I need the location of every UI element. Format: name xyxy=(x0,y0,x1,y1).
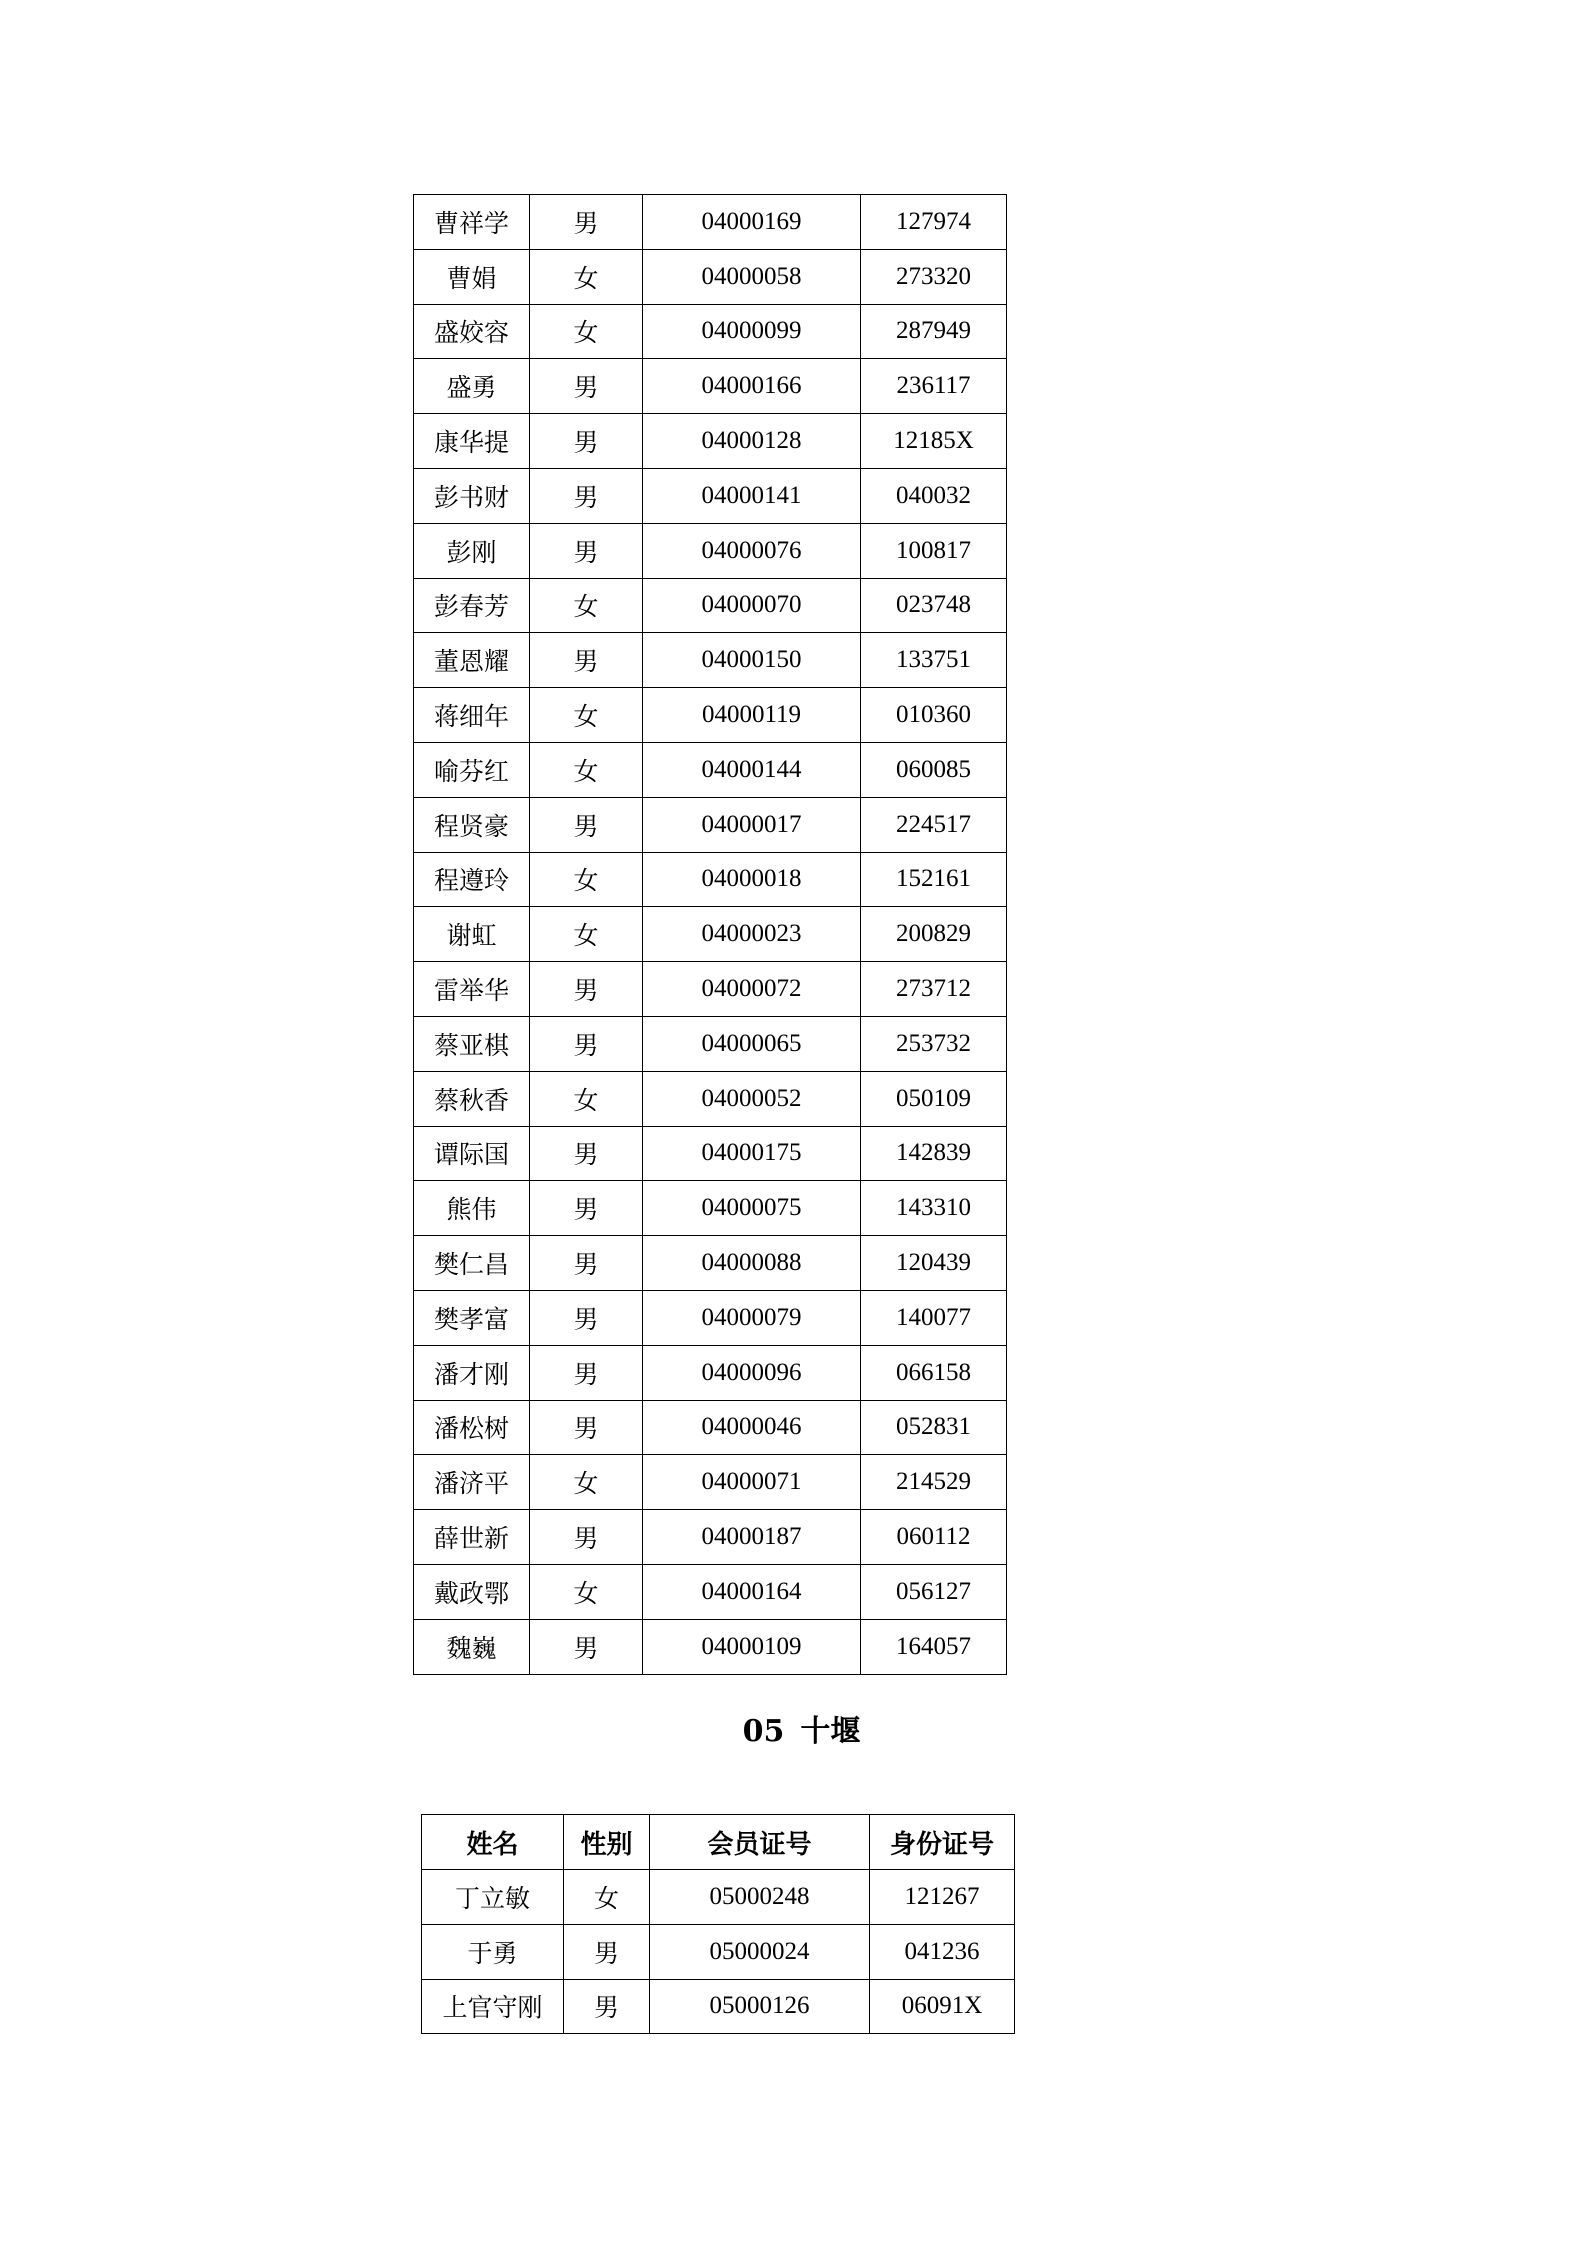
cell-gender: 男 xyxy=(530,962,643,1017)
cell-name: 于勇 xyxy=(422,1924,564,1979)
table-row xyxy=(414,1345,1007,1400)
table-row xyxy=(414,1126,1007,1181)
cell-member-id: 04000150 xyxy=(643,633,861,688)
table-row xyxy=(414,359,1007,414)
cell-gender: 男 xyxy=(530,414,643,469)
cell-gender: 男 xyxy=(530,523,643,578)
cell-member-id: 04000141 xyxy=(643,468,861,523)
table-row xyxy=(414,523,1007,578)
table-row xyxy=(414,414,1007,469)
table-row xyxy=(414,1071,1007,1126)
cell-name: 雷举华 xyxy=(414,962,530,1017)
cell-id-number: 120439 xyxy=(861,1236,1007,1291)
table-row xyxy=(414,1236,1007,1291)
table-row xyxy=(414,1510,1007,1565)
cell-gender: 男 xyxy=(530,1400,643,1455)
cell-member-id: 04000144 xyxy=(643,742,861,797)
table-row xyxy=(414,688,1007,743)
cell-gender: 男 xyxy=(530,1510,643,1565)
cell-name: 盛姣容 xyxy=(414,304,530,359)
cell-gender: 男 xyxy=(530,1016,643,1071)
cell-id-number: 253732 xyxy=(861,1016,1007,1071)
table-row xyxy=(414,1016,1007,1071)
cell-member-id: 04000017 xyxy=(643,797,861,852)
cell-name: 上官守刚 xyxy=(422,1979,564,2034)
cell-gender: 女 xyxy=(530,742,643,797)
cell-member-id: 04000169 xyxy=(643,195,861,250)
member-table-05 xyxy=(421,1814,1015,2034)
cell-gender: 女 xyxy=(530,1564,643,1619)
section-title xyxy=(0,1706,1587,1750)
cell-member-id: 04000119 xyxy=(643,688,861,743)
cell-member-id: 04000128 xyxy=(643,414,861,469)
cell-id-number: 273320 xyxy=(861,249,1007,304)
cell-member-id: 05000248 xyxy=(650,1870,870,1925)
cell-id-number: 273712 xyxy=(861,962,1007,1017)
cell-member-id: 04000070 xyxy=(643,578,861,633)
cell-gender: 男 xyxy=(564,1979,650,2034)
cell-id-number: 12185X xyxy=(861,414,1007,469)
cell-member-id: 04000052 xyxy=(643,1071,861,1126)
cell-id-number: 023748 xyxy=(861,578,1007,633)
cell-gender: 男 xyxy=(530,195,643,250)
cell-member-id: 04000099 xyxy=(643,304,861,359)
cell-id-number: 127974 xyxy=(861,195,1007,250)
table-row xyxy=(422,1870,1015,1925)
cell-gender: 女 xyxy=(530,1071,643,1126)
cell-id-number: 040032 xyxy=(861,468,1007,523)
cell-gender: 男 xyxy=(530,1619,643,1674)
cell-name: 潘济平 xyxy=(414,1455,530,1510)
header-id-number: 身份证号 xyxy=(870,1815,1015,1870)
cell-gender: 女 xyxy=(530,907,643,962)
cell-name: 丁立敏 xyxy=(422,1870,564,1925)
cell-name: 彭春芳 xyxy=(414,578,530,633)
cell-member-id: 04000088 xyxy=(643,1236,861,1291)
cell-id-number: 287949 xyxy=(861,304,1007,359)
cell-gender: 女 xyxy=(564,1870,650,1925)
cell-id-number: 236117 xyxy=(861,359,1007,414)
cell-gender: 男 xyxy=(530,797,643,852)
table-row xyxy=(414,1619,1007,1674)
cell-gender: 男 xyxy=(564,1924,650,1979)
cell-name: 樊孝富 xyxy=(414,1290,530,1345)
section-number: 05 xyxy=(742,1714,785,1749)
cell-gender: 男 xyxy=(530,633,643,688)
cell-member-id: 04000175 xyxy=(643,1126,861,1181)
header-member-id: 会员证号 xyxy=(650,1815,870,1870)
cell-member-id: 04000096 xyxy=(643,1345,861,1400)
table-row xyxy=(414,249,1007,304)
cell-id-number: 142839 xyxy=(861,1126,1007,1181)
table-row xyxy=(422,1924,1015,1979)
cell-name: 曹娟 xyxy=(414,249,530,304)
cell-id-number: 060112 xyxy=(861,1510,1007,1565)
cell-id-number: 050109 xyxy=(861,1071,1007,1126)
table-row xyxy=(414,195,1007,250)
cell-member-id: 04000071 xyxy=(643,1455,861,1510)
cell-id-number: 121267 xyxy=(870,1870,1015,1925)
cell-name: 盛勇 xyxy=(414,359,530,414)
cell-name: 曹祥学 xyxy=(414,195,530,250)
cell-member-id: 04000023 xyxy=(643,907,861,962)
cell-id-number: 140077 xyxy=(861,1290,1007,1345)
cell-name: 程贤豪 xyxy=(414,797,530,852)
table-row xyxy=(414,907,1007,962)
cell-gender: 男 xyxy=(530,1290,643,1345)
cell-name: 彭刚 xyxy=(414,523,530,578)
cell-name: 彭书财 xyxy=(414,468,530,523)
table-row xyxy=(414,797,1007,852)
cell-member-id: 04000076 xyxy=(643,523,861,578)
cell-name: 戴政鄂 xyxy=(414,1564,530,1619)
cell-gender: 女 xyxy=(530,304,643,359)
cell-name: 蔡秋香 xyxy=(414,1071,530,1126)
cell-name: 熊伟 xyxy=(414,1181,530,1236)
table-header-row xyxy=(422,1815,1015,1870)
cell-name: 薛世新 xyxy=(414,1510,530,1565)
cell-member-id: 05000024 xyxy=(650,1924,870,1979)
cell-id-number: 143310 xyxy=(861,1181,1007,1236)
section-city: 十堰 xyxy=(800,1714,861,1749)
header-gender: 性别 xyxy=(564,1815,650,1870)
cell-member-id: 04000046 xyxy=(643,1400,861,1455)
cell-gender: 女 xyxy=(530,852,643,907)
cell-member-id: 04000166 xyxy=(643,359,861,414)
table-row xyxy=(414,1564,1007,1619)
cell-member-id: 04000018 xyxy=(643,852,861,907)
cell-name: 谭际国 xyxy=(414,1126,530,1181)
cell-name: 康华提 xyxy=(414,414,530,469)
cell-name: 蒋细年 xyxy=(414,688,530,743)
cell-id-number: 152161 xyxy=(861,852,1007,907)
member-table-04-body xyxy=(414,195,1007,1675)
cell-member-id: 04000164 xyxy=(643,1564,861,1619)
cell-name: 谢虹 xyxy=(414,907,530,962)
cell-member-id: 04000079 xyxy=(643,1290,861,1345)
cell-id-number: 056127 xyxy=(861,1564,1007,1619)
cell-name: 樊仁昌 xyxy=(414,1236,530,1291)
table-row xyxy=(414,962,1007,1017)
cell-member-id: 05000126 xyxy=(650,1979,870,2034)
cell-id-number: 214529 xyxy=(861,1455,1007,1510)
cell-id-number: 066158 xyxy=(861,1345,1007,1400)
cell-id-number: 200829 xyxy=(861,907,1007,962)
cell-member-id: 04000109 xyxy=(643,1619,861,1674)
cell-gender: 女 xyxy=(530,1455,643,1510)
cell-id-number: 052831 xyxy=(861,1400,1007,1455)
cell-id-number: 100817 xyxy=(861,523,1007,578)
cell-gender: 女 xyxy=(530,249,643,304)
cell-name: 喻芬红 xyxy=(414,742,530,797)
table-row xyxy=(414,852,1007,907)
cell-id-number: 060085 xyxy=(861,742,1007,797)
cell-member-id: 04000187 xyxy=(643,1510,861,1565)
cell-member-id: 04000058 xyxy=(643,249,861,304)
cell-gender: 男 xyxy=(530,1236,643,1291)
cell-id-number: 133751 xyxy=(861,633,1007,688)
table-row xyxy=(414,468,1007,523)
cell-gender: 男 xyxy=(530,1126,643,1181)
table-row xyxy=(414,742,1007,797)
cell-gender: 男 xyxy=(530,359,643,414)
cell-name: 蔡亚棋 xyxy=(414,1016,530,1071)
member-table-05-body xyxy=(422,1870,1015,2034)
table-row xyxy=(414,1181,1007,1236)
table-row xyxy=(422,1979,1015,2034)
cell-id-number: 010360 xyxy=(861,688,1007,743)
cell-id-number: 041236 xyxy=(870,1924,1015,1979)
cell-name: 魏巍 xyxy=(414,1619,530,1674)
cell-id-number: 224517 xyxy=(861,797,1007,852)
table-row xyxy=(414,304,1007,359)
cell-name: 潘松树 xyxy=(414,1400,530,1455)
cell-gender: 女 xyxy=(530,688,643,743)
cell-name: 程遵玲 xyxy=(414,852,530,907)
cell-gender: 女 xyxy=(530,578,643,633)
header-name: 姓名 xyxy=(422,1815,564,1870)
cell-gender: 男 xyxy=(530,1345,643,1400)
table-row xyxy=(414,578,1007,633)
cell-name: 董恩耀 xyxy=(414,633,530,688)
cell-name: 潘才刚 xyxy=(414,1345,530,1400)
cell-gender: 男 xyxy=(530,468,643,523)
table-row xyxy=(414,1455,1007,1510)
cell-gender: 男 xyxy=(530,1181,643,1236)
cell-member-id: 04000075 xyxy=(643,1181,861,1236)
cell-id-number: 06091X xyxy=(870,1979,1015,2034)
cell-member-id: 04000065 xyxy=(643,1016,861,1071)
cell-id-number: 164057 xyxy=(861,1619,1007,1674)
table-row xyxy=(414,633,1007,688)
member-table-04 xyxy=(413,194,1007,1675)
table-row xyxy=(414,1400,1007,1455)
table-row xyxy=(414,1290,1007,1345)
cell-member-id: 04000072 xyxy=(643,962,861,1017)
